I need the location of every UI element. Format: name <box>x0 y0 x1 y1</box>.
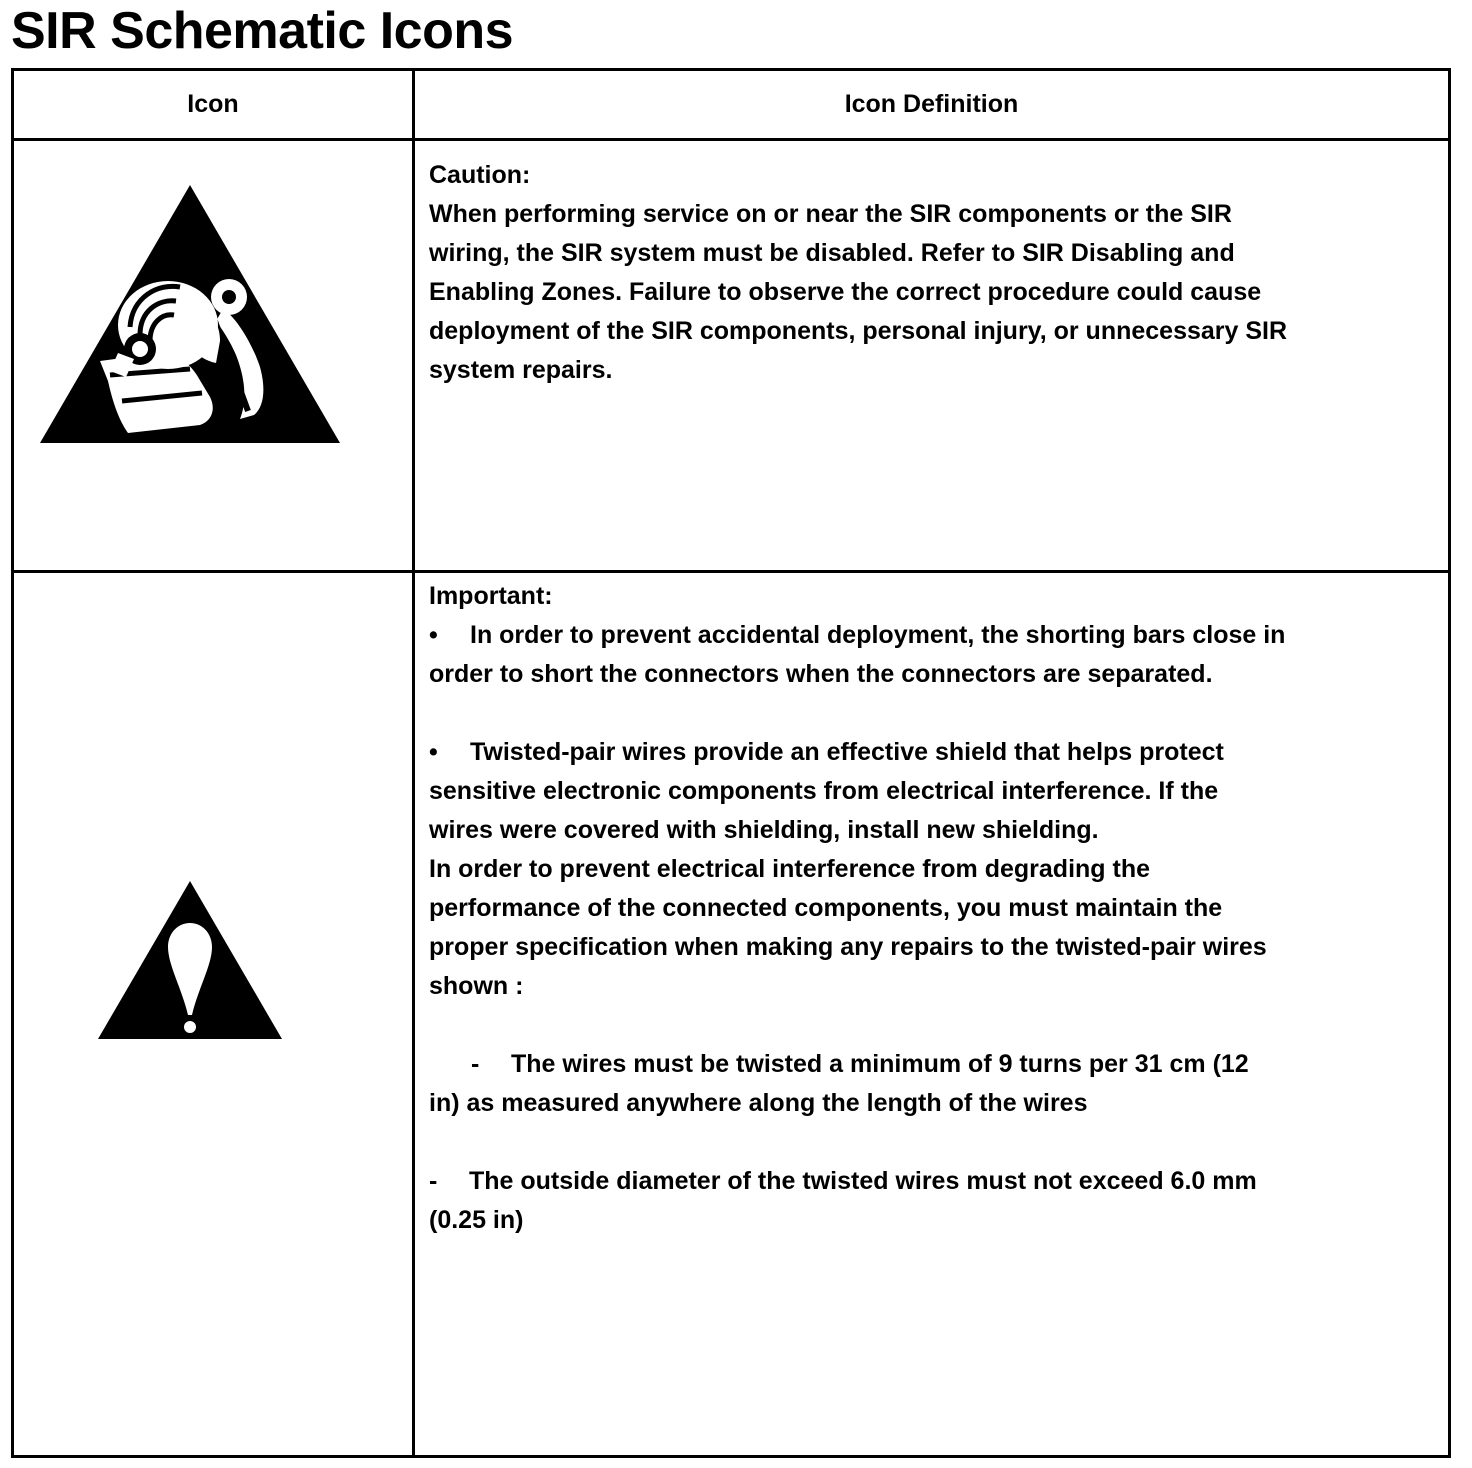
column-header-definition: Icon Definition <box>844 90 1019 118</box>
icons-table <box>11 68 1451 1458</box>
caution-line: system repairs. <box>429 356 613 384</box>
caution-line: deployment of the SIR components, personal injury, or unnecessary SIR <box>429 317 1288 345</box>
dash-symbol: - <box>429 1167 438 1195</box>
important-definition <box>429 577 1429 1240</box>
dash-item <box>429 1162 1429 1201</box>
dash-text: in) as measured anywhere along the length of the wires <box>429 1089 1088 1117</box>
bullet-text: wires were covered with shielding, install new shielding. <box>429 816 1099 844</box>
dash-text: (0.25 in) <box>429 1206 524 1234</box>
column-divider <box>412 71 415 1455</box>
paragraph-line: In order to prevent electrical interference from degrading the <box>429 855 1151 883</box>
caution-line: Enabling Zones. Failure to observe the correct procedure could cause <box>429 278 1262 306</box>
column-header-icon: Icon <box>187 90 239 118</box>
spacer <box>429 694 1429 733</box>
airbag-caution-icon <box>40 185 340 445</box>
exclamation-warning-icon <box>98 881 282 1041</box>
caution-heading: Caution: <box>429 161 531 189</box>
spacer <box>429 1006 1429 1045</box>
caution-line: When performing service on or near the SIR components or the SIR <box>429 200 1232 228</box>
paragraph-line: proper specification when making any repairs to the twisted-pair wires <box>429 933 1267 961</box>
important-heading: Important: <box>429 582 553 610</box>
dash-text: The wires must be twisted a minimum of 9 turns per 31 cm (12 <box>511 1050 1249 1078</box>
caution-definition <box>429 156 1429 390</box>
header-divider <box>14 138 1448 141</box>
bullet-text: Twisted-pair wires provide an effective shield that helps protect <box>470 738 1224 766</box>
bullet-text: sensitive electronic components from electrical interference. If the <box>429 777 1219 805</box>
bullet-symbol: • <box>429 621 438 649</box>
bullet-text: order to short the connectors when the connectors are separated. <box>429 660 1213 688</box>
page-title: SIR Schematic Icons <box>11 2 514 60</box>
bullet-text: In order to prevent accidental deployment, the shorting bars close in <box>470 621 1286 649</box>
row-divider <box>14 570 1448 573</box>
dash-text: The outside diameter of the twisted wires must not exceed 6.0 mm <box>469 1167 1257 1195</box>
dash-symbol: - <box>471 1050 480 1078</box>
caution-line: wiring, the SIR system must be disabled. Refer to SIR Disabling and <box>429 239 1235 267</box>
spacer <box>429 1123 1429 1162</box>
paragraph-line: shown : <box>429 972 524 1000</box>
bullet-symbol: • <box>429 738 438 766</box>
paragraph-line: performance of the connected components, you must maintain the <box>429 894 1223 922</box>
dash-item <box>429 1045 1429 1084</box>
bullet-item <box>429 733 1429 772</box>
bullet-item <box>429 616 1429 655</box>
